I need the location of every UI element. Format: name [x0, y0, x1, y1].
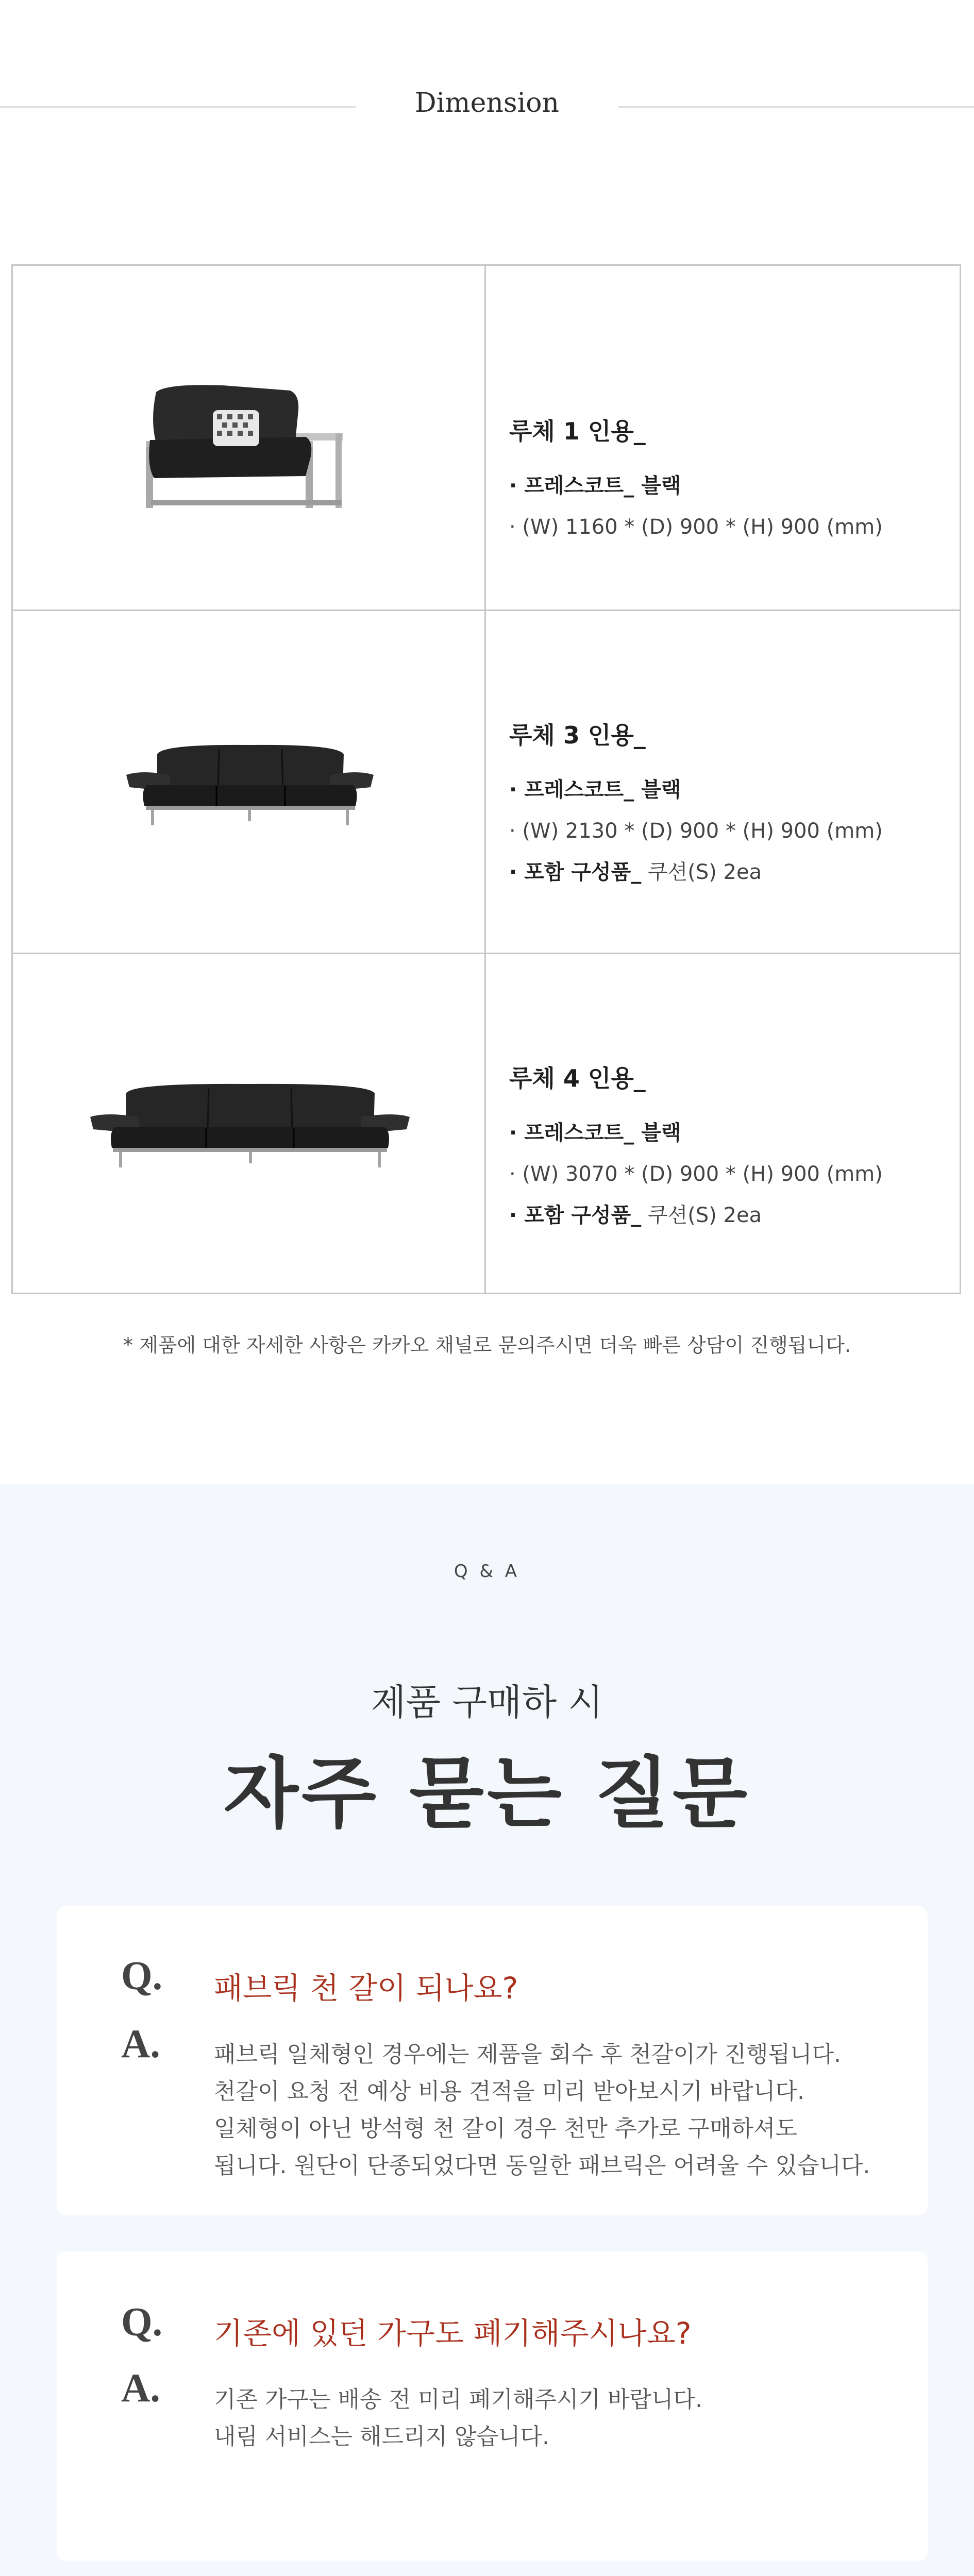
divider-line — [0, 106, 356, 108]
three-seat-sofa-image — [121, 734, 379, 832]
product-size: · (W) 2130 * (D) 900 * (H) 900 (mm) — [509, 819, 883, 843]
product-size: · (W) 3070 * (D) 900 * (H) 900 (mm) — [509, 1162, 883, 1186]
armchair-image — [136, 379, 352, 518]
qa-subtitle: 제품 구매하 시 — [371, 1681, 603, 1723]
faq-card-2 — [57, 2251, 928, 2561]
dimension-table — [11, 264, 961, 1294]
a-mark: A. — [121, 2021, 160, 2066]
product-components: · 포함 구성품_ 쿠션(S) 2ea — [509, 860, 762, 884]
answer-line: 천갈이 요청 전 예상 비용 견적을 미리 받아보시기 바랍니다. — [214, 2078, 804, 2105]
product-components: · 포함 구성품_ 쿠션(S) 2ea — [509, 1204, 762, 1227]
dimension-title: Dimension — [414, 88, 559, 118]
faq-answer — [214, 2036, 870, 2184]
product-info — [486, 954, 960, 1294]
product-info — [486, 611, 960, 953]
answer-line: 됩니다. 원단이 단종되었다면 동일한 패브릭은 어려울 수 있습니다. — [214, 2153, 870, 2179]
product-material: · 프레스코트_ 블랙 — [509, 778, 681, 802]
product-material: · 프레스코트_ 블랙 — [509, 474, 681, 498]
q-mark: Q. — [121, 2299, 163, 2344]
answer-line: 패브릭 일체형인 경우에는 제품을 회수 후 천갈이가 진행됩니다. — [214, 2041, 841, 2067]
product-material: · 프레스코트_ 블랙 — [509, 1121, 681, 1145]
answer-line: 일체형이 아닌 방석형 천 갈이 경우 천만 추가로 구매하셔도 — [214, 2115, 797, 2142]
qa-title: 자주 묻는 질문 — [224, 1749, 750, 1839]
product-size: · (W) 1160 * (D) 900 * (H) 900 (mm) — [509, 515, 883, 539]
faq-question: 패브릭 천 갈이 되나요? — [214, 1971, 518, 2006]
product-name: 루체 3 인용_ — [509, 721, 646, 749]
product-image-cell — [13, 611, 486, 953]
faq-answer — [214, 2381, 702, 2455]
inquiry-note: * 제품에 대한 자세한 사항은 카카오 채널로 문의주시면 더욱 빠른 상담이 진행됩니다. — [123, 1334, 851, 1357]
q-mark: Q. — [121, 1953, 163, 1998]
product-row-1 — [13, 266, 960, 609]
qa-tag: Q & A — [454, 1561, 520, 1582]
product-row-2 — [13, 609, 960, 953]
product-name: 루체 1 인용_ — [509, 417, 646, 445]
product-name: 루체 4 인용_ — [509, 1064, 646, 1092]
product-image-cell — [13, 954, 486, 1294]
product-row-3 — [13, 953, 960, 1294]
qa-section — [0, 1484, 974, 2576]
four-seat-sofa-image — [85, 1073, 415, 1176]
product-info — [486, 266, 960, 609]
product-image-cell — [13, 266, 486, 609]
faq-question: 기존에 있던 가구도 폐기해주시나요? — [214, 2316, 692, 2351]
dimension-header — [0, 77, 974, 134]
a-mark: A. — [121, 2365, 160, 2410]
divider-line — [618, 106, 974, 108]
answer-line: 내림 서비스는 해드리지 않습니다. — [214, 2424, 549, 2450]
faq-card-1 — [57, 1906, 928, 2215]
answer-line: 기존 가구는 배송 전 미리 폐기해주시기 바랍니다. — [214, 2386, 702, 2413]
